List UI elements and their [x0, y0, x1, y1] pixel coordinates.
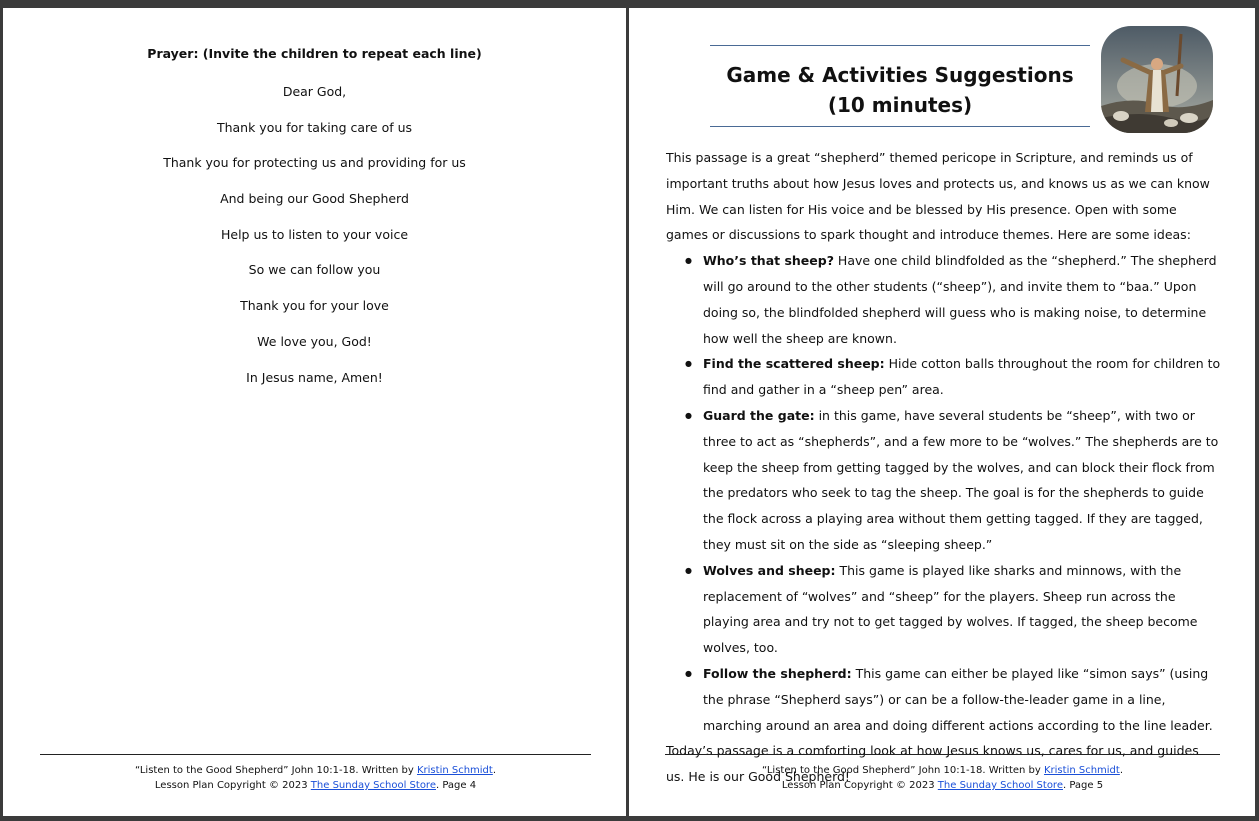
list-item	[703, 558, 1221, 661]
footer-line-1	[665, 763, 1220, 778]
prayer-line: Thank you for taking care of us	[216, 119, 413, 135]
page-5	[629, 8, 1255, 816]
closing-paragraph: Today’s passage is a comforting look at how Jesus knows us, cares for us, and guides us. He is our Good Shepherd!	[666, 743, 1199, 785]
list-item	[703, 351, 1221, 403]
page-4	[3, 8, 626, 816]
prayer-line: We love you, God!	[257, 333, 372, 349]
prayer-heading: Prayer: (Invite the children to repeat each line)	[147, 46, 482, 61]
prayer-line: Help us to listen to your voice	[220, 226, 409, 242]
prayer-line: Dear God,	[282, 84, 347, 99]
title-bottom-rule	[710, 126, 1090, 127]
title-top-rule	[710, 45, 1090, 46]
activity-text: This game can either be played like “simon says” (using the phrase “Shepherd says”) or can be a follow-the-leader game in a line, marching around an area and doing different actions according to the line leader.	[703, 665, 1213, 733]
author-link[interactable]: Kristin Schmidt	[1043, 765, 1120, 776]
footer-divider	[40, 754, 591, 755]
shepherd-illustration	[1101, 26, 1213, 133]
author-link[interactable]: Kristin Schmidt	[416, 765, 493, 776]
footer-copyright: Lesson Plan Copyright © 2023	[781, 780, 938, 791]
activity-name: Follow the shepherd:	[703, 665, 852, 681]
activity-text: in this game, have several students be “sheep”, with two or three to act as “shepherds”, and a few more to be “wolves.” The shepherds are to keep the sheep from getting tagged by the wolves, and can block their flock from the predators who seek to tag the sheep. The goal is for the shepherds to guide the flock across a playing area without them getting tagged. If they are tagged, they must sit on the side as “sleeping sheep.”	[703, 407, 1219, 552]
footer-punct: .	[1119, 765, 1124, 776]
prayer-line: In Jesus name, Amen!	[246, 369, 383, 385]
footer-citation: “Listen to the Good Shepherd” John 10:1-18. Written by	[134, 765, 417, 776]
intro-paragraph: This passage is a great “shepherd” themed pericope in Scripture, and reminds us of important truths about how Jesus loves and protects us, and knows us as we can know Him. We can listen for His voice and be blessed by His presence. Open with some games or discussions to spark thought and introduce themes. Here are some ideas:	[666, 150, 1210, 243]
page-number: . Page 5	[1062, 780, 1104, 791]
prayer-line: Thank you for protecting us and providing for us	[163, 155, 466, 171]
page-number: . Page 4	[435, 780, 477, 791]
activity-text: Have one child blindfolded as the “shepherd.” The shepherd will go around to the other students (“sheep”), and invite them to “baa.” Upon doing so, the blindfolded shepherd will guess who is making noise, to determine how well the sheep are known.	[703, 253, 1217, 346]
activity-name: Guard the gate:	[703, 407, 815, 423]
activity-text: This game is played like sharks and minnows, with the replacement of “wolves” and “sheep” for the players. Sheep run across the playing area and try not to get tagged by wolves. If tagged, the sheep become wolves, too.	[703, 562, 1198, 656]
footer-citation: “Listen to the Good Shepherd” John 10:1-18. Written by	[761, 765, 1044, 776]
activity-list	[666, 248, 1221, 738]
store-link[interactable]: The Sunday School Store	[310, 780, 436, 791]
activity-name: Wolves and sheep:	[703, 562, 836, 578]
activity-name: Find the scattered sheep:	[703, 356, 885, 372]
list-item	[703, 661, 1221, 738]
activity-name: Who’s that sheep?	[703, 253, 834, 269]
footer-line-2	[40, 778, 591, 793]
list-item	[703, 403, 1221, 558]
prayer-line: So we can follow you	[248, 262, 381, 278]
page-footer	[665, 763, 1220, 793]
prayer-line: Thank you for your love	[240, 298, 389, 314]
footer-line-2	[665, 778, 1220, 793]
prayer-section	[3, 46, 626, 405]
footer-punct: .	[492, 765, 497, 776]
title-line-1: Game & Activities Suggestions	[726, 63, 1074, 87]
title-line-2: (10 minutes)	[827, 93, 973, 117]
page-title	[710, 60, 1090, 120]
page-footer	[40, 763, 591, 793]
list-item	[703, 248, 1221, 351]
store-link[interactable]: The Sunday School Store	[937, 780, 1063, 791]
footer-line-1	[40, 763, 591, 778]
activity-text: Hide cotton balls throughout the room for children to find and gather in a “sheep pen” area.	[703, 356, 1221, 398]
activities-content	[666, 145, 1221, 790]
prayer-line: And being our Good Shepherd	[220, 191, 409, 207]
footer-copyright: Lesson Plan Copyright © 2023	[154, 780, 311, 791]
footer-divider	[665, 754, 1220, 755]
